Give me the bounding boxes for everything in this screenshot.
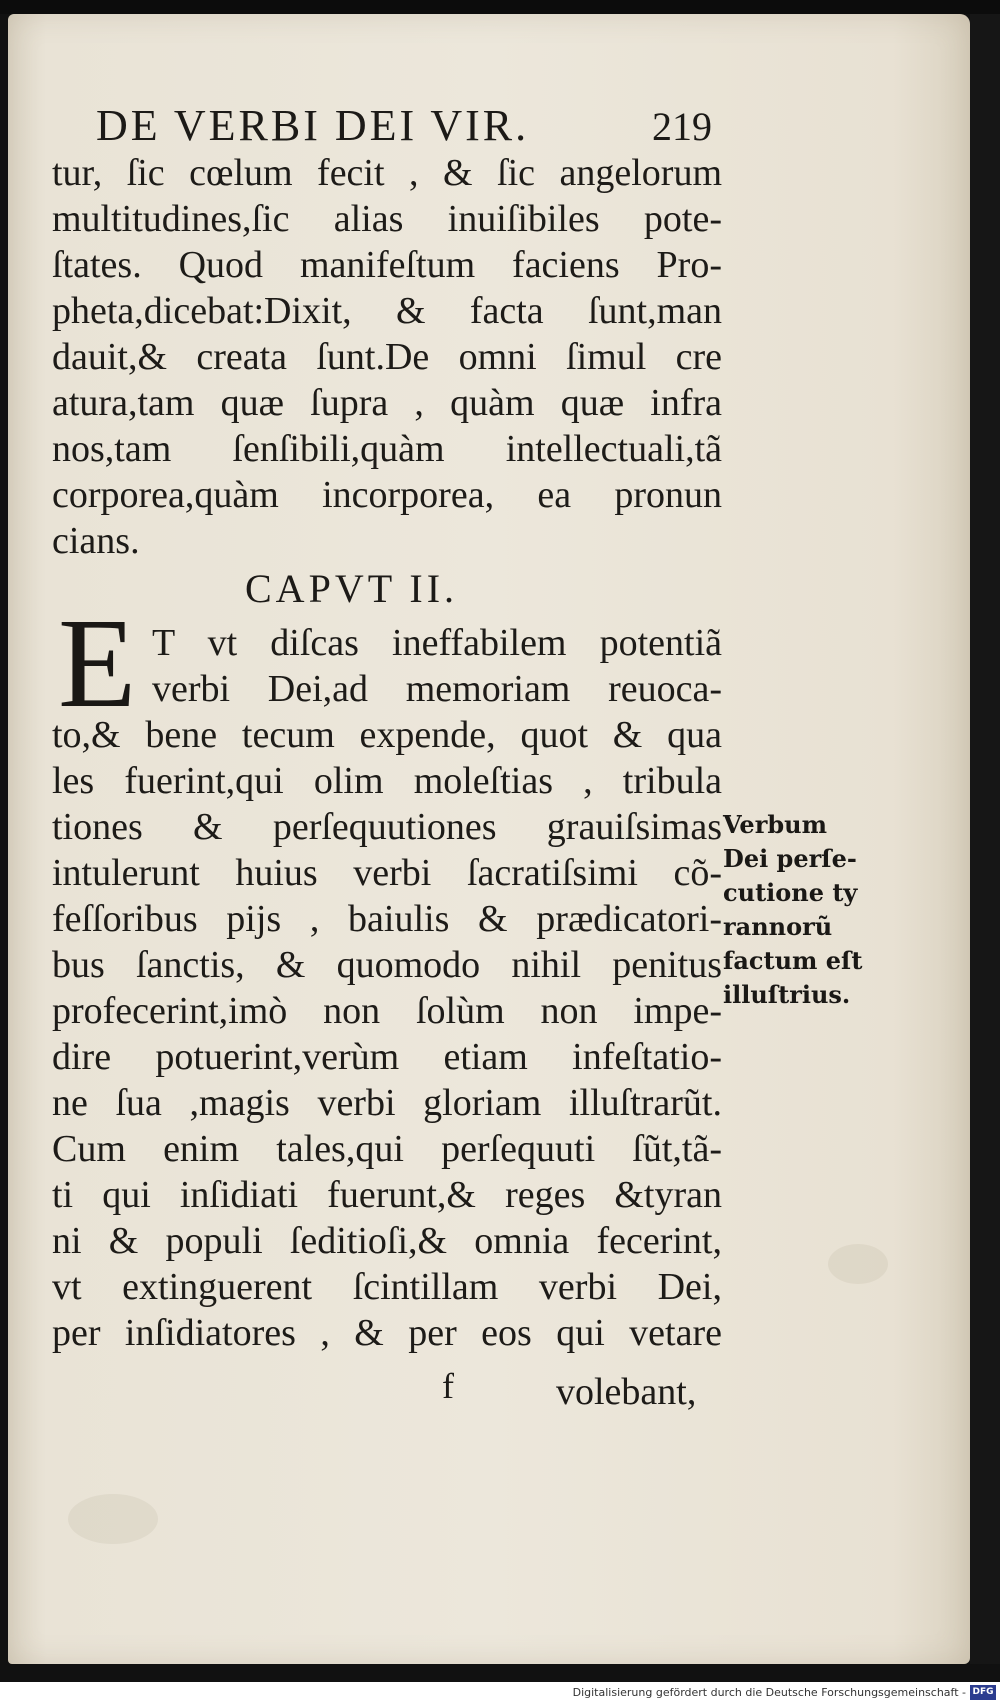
text-line: les fuerint,qui olim moleſtias , tribula [52,760,722,802]
marginal-note-line: Verbum [723,810,827,839]
text-line: to,& bene tecum expende, quot & qua [52,714,722,756]
text-line: verbi Dei,ad memoriam reuoca- [152,668,722,710]
drop-cap-initial: E [58,592,137,734]
marginal-note-line: Dei perſe- [723,844,857,873]
text-line: ni & populi ſeditioſi,& omnia fecerint, [52,1220,722,1262]
marginal-note-line: rannorũ [723,912,833,941]
text-line: feſſoribus pijs , baiulis & prædicatori- [52,898,722,940]
text-line: tiones & perſequutiones grauiſsimas [52,806,722,848]
chapter-text [52,620,722,1356]
catchword: volebant, [556,1371,697,1413]
text-line: atura,tam quæ ſupra , quàm quæ infra [52,382,722,424]
footer-bar [0,1682,1000,1704]
text-line: T vt diſcas ineffabilem potentiã [152,622,722,664]
text-line: ne ſua ,magis verbi gloriam illuſtrarũt. [52,1082,722,1124]
text-line: vt extinguerent ſcintillam verbi Dei, [52,1266,722,1308]
page-shadow-edge [970,14,1000,1664]
text-line: cians. [52,520,140,562]
page-number: 219 [652,104,712,149]
text-line: tur, ſic cœlum fecit , & ſic angelorum [52,152,722,194]
paper-stain [828,1244,888,1284]
text-line: nos,tam ſenſibili,quàm intellectuali,tã [52,428,722,470]
footer-credit: Digitalisierung gefördert durch die Deutsche Forschungsgemeinschaft - [572,1686,966,1699]
body-text [52,150,722,564]
text-line: Cum enim tales,qui perſequuti ſũt,tã- [52,1128,722,1170]
chapter-heading: CAPVT II. [245,566,459,611]
text-line: bus ſanctis, & quomodo nihil penitus [52,944,722,986]
text-line: per inſidiatores , & per eos qui vetare [52,1312,722,1354]
text-line: pheta,dicebat:Dixit, & facta ſunt,man [52,290,722,332]
text-line: ſtates. Quod manifeſtum faciens Pro- [52,244,722,286]
text-line: dire potuerint,verùm etiam infeſtatio- [52,1036,722,1078]
scan-top-edge [0,0,1000,14]
text-line: profecerint,imò non ſolùm non impe- [52,990,722,1032]
running-head: DE VERBI DEI VIR. [96,101,530,150]
signature-mark: f [442,1366,454,1406]
text-line: dauit,& creata ſunt.De omni ſimul cre [52,336,722,378]
text-line: intulerunt huius verbi ſacratiſsimi cõ- [52,852,722,894]
paper-stain [68,1494,158,1544]
text-line: multitudines,ſic alias inuiſibiles pote- [52,198,722,240]
marginal-note-line: illuſtrius. [723,980,851,1009]
marginal-note [723,808,862,1012]
text-line: corporea,quàm incorporea, ea pronun [52,474,722,516]
marginal-note-line: factum eſt [723,946,863,975]
dfg-logo-icon: DFG [970,1685,996,1700]
text-line: ti qui inſidiati fuerunt,& reges &tyran [52,1174,722,1216]
marginal-note-line: cutione ty [723,878,858,907]
